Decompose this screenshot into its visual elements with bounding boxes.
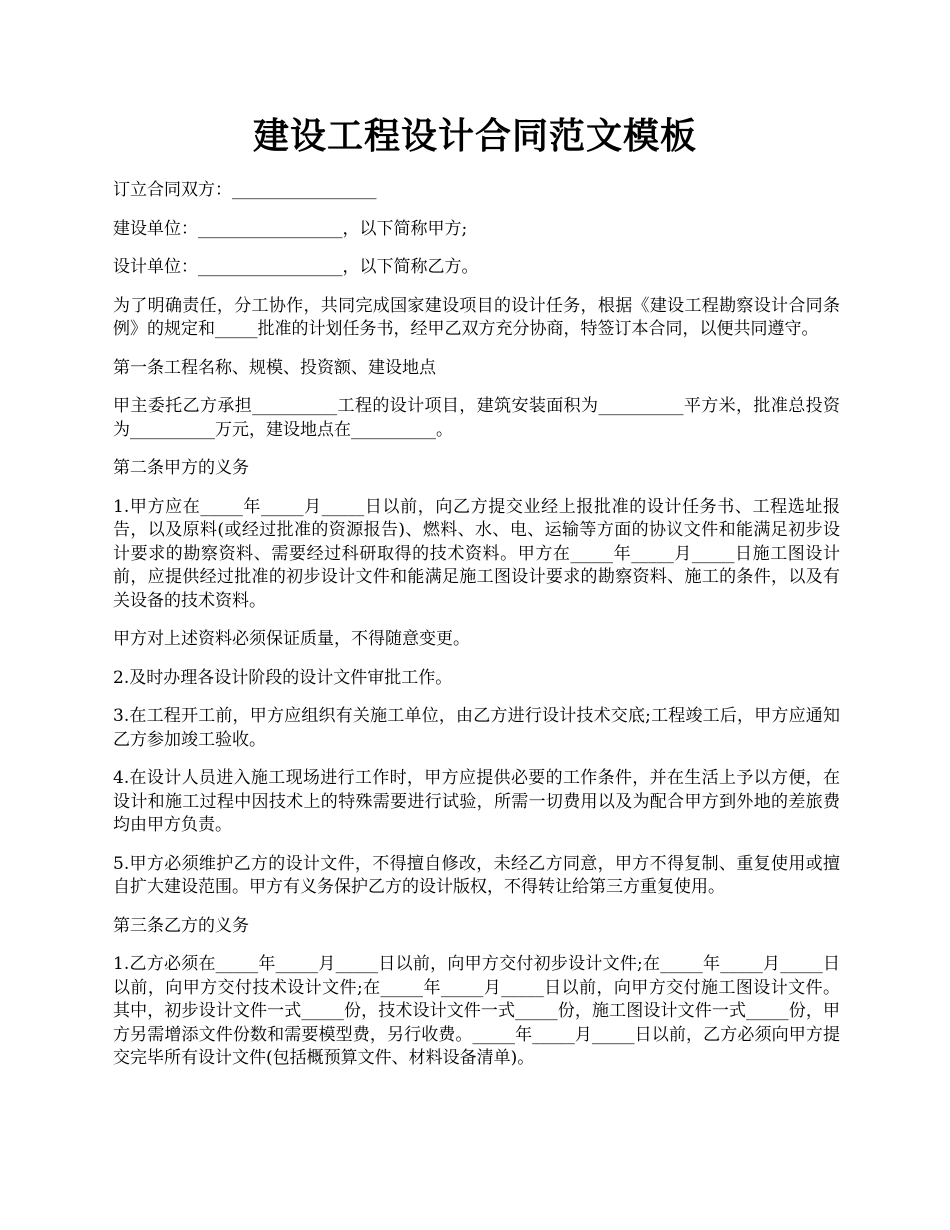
article-2-item-4: 4.在设计人员进入施工现场进行工作时，甲方应提供必要的工作条件，并在生活上予以方便，在设计和施工过程中因技术上的特殊需要进行试验，所需一切费用以及为配合甲方到外地的差旅费均由甲方负责。 [113, 768, 840, 835]
article-2-item-5: 5.甲方必须维护乙方的设计文件，不得擅自修改，未经乙方同意，甲方不得复制、重复使用或擅自扩大建设范围。甲方有义务保护乙方的设计版权，不得转让给第三方重复使用。 [113, 853, 840, 897]
article-2-item-3: 3.在工程开工前，甲方应组织有关施工单位，由乙方进行设计技术交底;工程竣工后，甲方应通知乙方参加竣工验收。 [113, 706, 840, 750]
preamble-paragraph: 为了明确责任，分工协作，共同完成国家建设项目的设计任务，根据《建设工程勘察设计合同条例》的规定和_____批准的计划任务书，经甲乙双方充分协商，特签订本合同，以便共同遵守。 [113, 295, 840, 339]
article-1-heading: 第一条工程名称、规模、投资额、建设地点 [113, 357, 436, 378]
article-2-heading: 第二条甲方的义务 [113, 458, 249, 478]
article-2-item-1: 1.甲方应在_____年_____月_____日以前，向乙方提交业经上报批准的设计任务书、工程选址报告，以及原料(或经过批准的资源报告)、燃料、水、电、运输等方面的协议文件和能满足初步设计要求的勘察资料、需要经过科研取得的技术资料。甲方在_____年_____月_____日施工图设计前，应提供经过批准的初步设计文件和能满足施工图设计要求的勘察资料、施工的条件，以及有关设备的技术资料。 [113, 496, 840, 611]
party-a-line: 建设单位：_________________，以下简称甲方; [113, 218, 468, 239]
article-3-heading: 第三条乙方的义务 [113, 915, 249, 936]
article-1-paragraph: 甲主委托乙方承担__________工程的设计项目，建筑安装面积为__________平方米，批准总投资为__________万元，建设地点在__________。 [113, 396, 840, 440]
document-title: 建设工程设计合同范文模板 [252, 115, 697, 157]
contract-parties-line: 订立合同双方：_________________ [113, 180, 377, 200]
document-body [113, 179, 840, 1086]
article-2-quality-note: 甲方对上述资料必须保证质量，不得随意变更。 [113, 629, 470, 649]
article-3-item-1: 1.乙方必须在_____年_____月_____日以前，向甲方交付初步设计文件;在_____年_____月_____日以前，向甲方交付技术设计文件;在_____年_____月_____日以前，向甲方交付施工图设计文件。其中，初步设计文件一式_____份，技术设计文件一式_____份，施工图设计文件一式_____份，甲方另需增添文件份数和需要模型费，另行收费。_____年_____月_____日以前，乙方必须向甲方提交完毕所有设计文件(包括概预算文件、材料设备清单)。 [113, 954, 840, 1068]
article-2-item-2: 2.及时办理各设计阶段的设计文件审批工作。 [113, 667, 453, 688]
party-b-line: 设计单位：_________________，以下简称乙方。 [113, 257, 479, 277]
